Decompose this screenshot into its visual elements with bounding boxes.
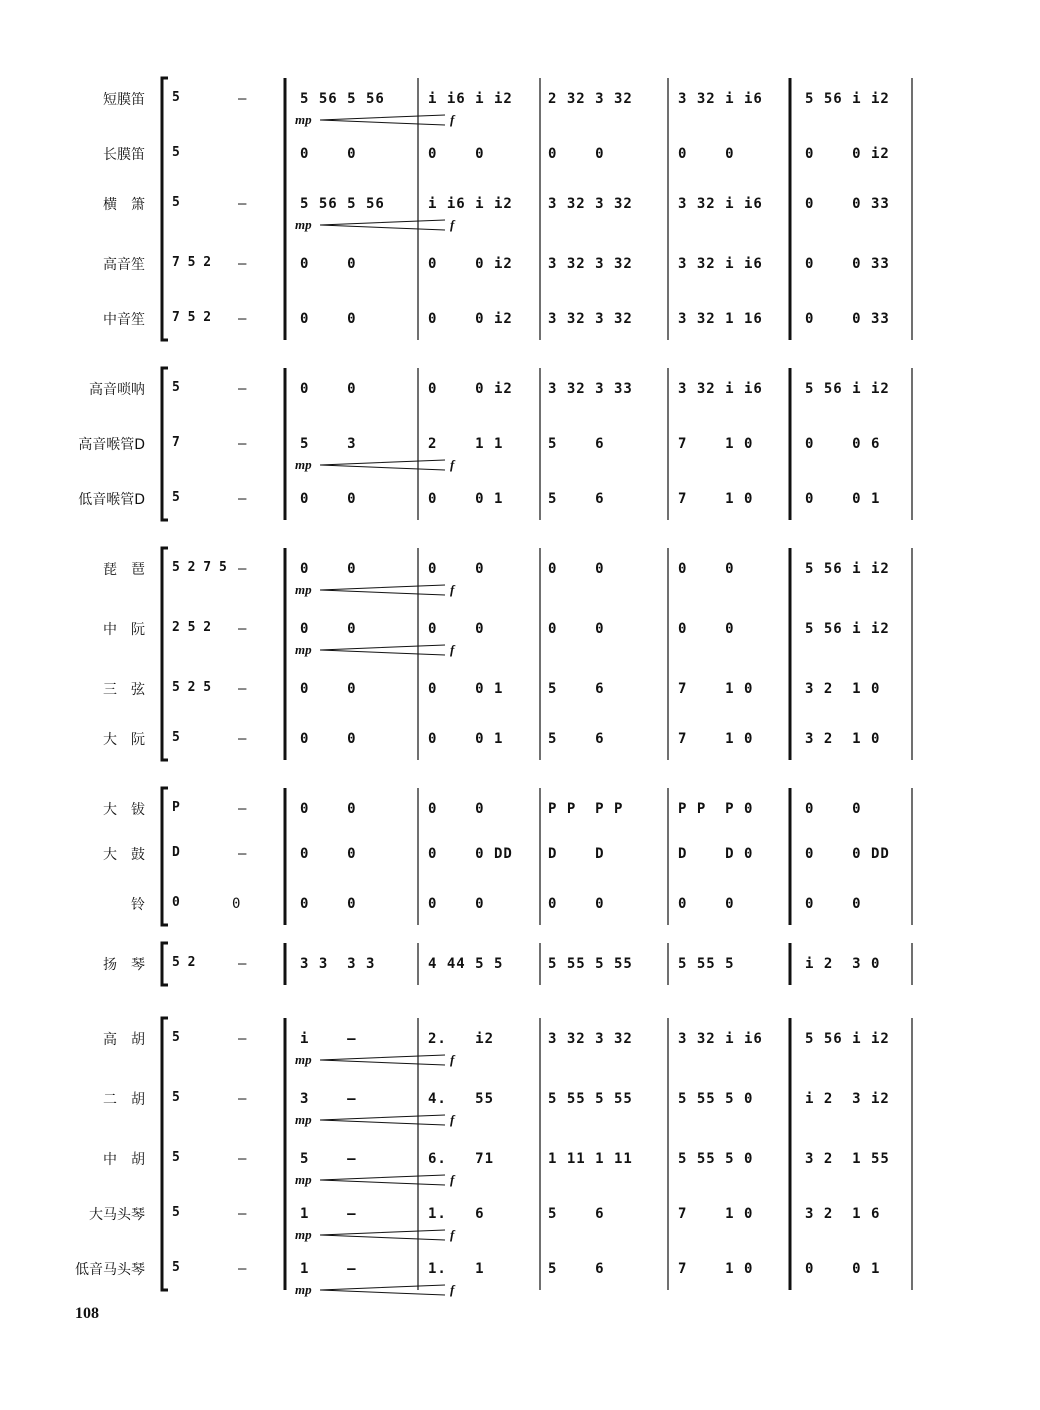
measure-notes: 7 1 0 bbox=[678, 491, 754, 507]
instrument-name: 三 弦 bbox=[103, 682, 145, 698]
measure-notes: 7 1 0 bbox=[678, 731, 754, 747]
measure-notes: 0 0 bbox=[428, 801, 485, 817]
opening-note: 5 bbox=[172, 1030, 180, 1045]
measure-notes: 4. 55 bbox=[428, 1091, 495, 1107]
measure-notes: 1 – bbox=[300, 1261, 357, 1277]
measure-notes: 7 1 0 bbox=[678, 1206, 754, 1222]
measure-notes: 5 6 bbox=[548, 436, 605, 452]
measure-notes: 5 55 5 55 bbox=[548, 956, 633, 972]
group-bracket bbox=[162, 1018, 168, 1290]
measure-notes: 5 6 bbox=[548, 491, 605, 507]
sustain-mark: – bbox=[238, 681, 247, 697]
dynamic-f: f bbox=[450, 457, 455, 472]
crescendo-hairpin bbox=[320, 460, 445, 470]
instrument-name: 高音唢呐 bbox=[89, 382, 145, 398]
measure-notes: 0 0 bbox=[300, 381, 357, 397]
dynamic-mp: mp bbox=[295, 1112, 312, 1127]
measure-notes: 3 32 3 32 bbox=[548, 256, 633, 272]
measure-notes: 5 6 bbox=[548, 731, 605, 747]
measure-notes: 3 2 1 0 bbox=[805, 681, 881, 697]
measure-notes: 2. i2 bbox=[428, 1031, 495, 1047]
dynamic-f: f bbox=[450, 1227, 455, 1242]
measure-notes: 0 0 33 bbox=[805, 196, 890, 212]
measure-notes: 5 56 i i2 bbox=[805, 381, 890, 397]
instrument-name: 铃 bbox=[131, 897, 145, 913]
measure-notes: 7 1 0 bbox=[678, 681, 754, 697]
measure-notes: 0 0 DD bbox=[805, 846, 890, 862]
sustain-mark: – bbox=[238, 196, 247, 212]
opening-note: 5 bbox=[172, 90, 180, 105]
measure-notes: 3 32 1 16 bbox=[678, 311, 763, 327]
measure-notes: 0 0 i2 bbox=[428, 311, 513, 327]
measure-notes: i i6 i i2 bbox=[428, 196, 513, 212]
sustain-mark: – bbox=[238, 1091, 247, 1107]
measure-notes: 1. 1 bbox=[428, 1261, 485, 1277]
measure-notes: 0 0 33 bbox=[805, 311, 890, 327]
measure-notes: 7 1 0 bbox=[678, 436, 754, 452]
sustain-mark: – bbox=[238, 846, 247, 862]
measure-notes: D D bbox=[548, 846, 605, 862]
sustain-mark: – bbox=[238, 311, 247, 327]
measure-notes: 0 0 bbox=[300, 846, 357, 862]
measure-notes: 0 0 bbox=[300, 256, 357, 272]
group-bracket bbox=[162, 368, 168, 520]
measure-notes: 5 3 bbox=[300, 436, 357, 452]
measure-notes: 5 56 i i2 bbox=[805, 621, 890, 637]
group-bracket bbox=[162, 943, 168, 985]
measure-notes: 0 0 1 bbox=[428, 491, 504, 507]
opening-note: 5 bbox=[172, 490, 180, 505]
measure-notes: 1. 6 bbox=[428, 1206, 485, 1222]
dynamic-f: f bbox=[450, 1112, 455, 1127]
measure-notes: D D 0 bbox=[678, 846, 754, 862]
measure-notes: 3 2 1 0 bbox=[805, 731, 881, 747]
measure-notes: 3 3 3 3 bbox=[300, 956, 376, 972]
measure-notes: 0 0 i2 bbox=[805, 146, 890, 162]
sustain-mark: – bbox=[238, 1261, 247, 1277]
measure-notes: 0 0 bbox=[548, 561, 605, 577]
crescendo-hairpin bbox=[320, 1055, 445, 1065]
opening-note: 5 bbox=[172, 380, 180, 395]
measure-notes: 3 – bbox=[300, 1091, 357, 1107]
dynamic-mp: mp bbox=[295, 457, 312, 472]
measure-notes: 0 0 bbox=[805, 801, 862, 817]
measure-notes: 2 32 3 32 bbox=[548, 91, 633, 107]
measure-notes: 5 55 5 55 bbox=[548, 1091, 633, 1107]
measure-notes: 0 0 1 bbox=[428, 731, 504, 747]
measure-notes: 0 0 bbox=[548, 146, 605, 162]
measure-notes: P P P 0 bbox=[678, 801, 754, 817]
measure-notes: 0 0 bbox=[300, 731, 357, 747]
opening-note: 5 2 bbox=[172, 955, 196, 970]
measure-notes: 0 0 bbox=[548, 621, 605, 637]
measure-notes: i – bbox=[300, 1031, 357, 1047]
measure-notes: 5 56 i i2 bbox=[805, 561, 890, 577]
measure-notes: 0 0 bbox=[300, 311, 357, 327]
crescendo-hairpin bbox=[320, 1230, 445, 1240]
measure-notes: 0 0 6 bbox=[805, 436, 881, 452]
group-bracket bbox=[162, 548, 168, 760]
measure-notes: 5 56 i i2 bbox=[805, 1031, 890, 1047]
measure-notes: 7 1 0 bbox=[678, 1261, 754, 1277]
page-number: 108 bbox=[75, 1305, 99, 1322]
measure-notes: 5 – bbox=[300, 1151, 357, 1167]
instrument-name: 大 鼓 bbox=[103, 847, 145, 863]
measure-notes: i 2 3 0 bbox=[805, 956, 881, 972]
group-bracket bbox=[162, 788, 168, 925]
measure-notes: 0 0 bbox=[300, 621, 357, 637]
opening-note: 7 bbox=[172, 435, 180, 450]
measure-notes: 0 0 i2 bbox=[428, 381, 513, 397]
measure-notes: 5 56 5 56 bbox=[300, 196, 385, 212]
measure-notes: 3 32 i i6 bbox=[678, 381, 763, 397]
sustain-mark: – bbox=[238, 621, 247, 637]
measure-notes: 0 0 bbox=[428, 621, 485, 637]
crescendo-hairpin bbox=[320, 585, 445, 595]
sustain-mark: 0 bbox=[232, 896, 241, 912]
measure-notes: 3 32 3 33 bbox=[548, 381, 633, 397]
instrument-name: 琵 琶 bbox=[103, 562, 145, 578]
instrument-name: 中 阮 bbox=[103, 622, 145, 638]
measure-notes: 0 0 1 bbox=[805, 491, 881, 507]
sustain-mark: – bbox=[238, 436, 247, 452]
instrument-name: 高音笙 bbox=[103, 257, 145, 273]
sustain-mark: – bbox=[238, 731, 247, 747]
measure-notes: 3 32 i i6 bbox=[678, 256, 763, 272]
crescendo-hairpin bbox=[320, 645, 445, 655]
measure-notes: 0 0 bbox=[678, 621, 735, 637]
measure-notes: 3 32 i i6 bbox=[678, 91, 763, 107]
measure-notes: 0 0 bbox=[678, 896, 735, 912]
measure-notes: 1 – bbox=[300, 1206, 357, 1222]
measure-notes: 0 0 bbox=[805, 896, 862, 912]
measure-notes: 3 2 1 6 bbox=[805, 1206, 881, 1222]
measure-notes: 5 6 bbox=[548, 1206, 605, 1222]
instrument-name: 低音喉管D bbox=[78, 492, 145, 508]
dynamic-f: f bbox=[450, 1052, 455, 1067]
sustain-mark: – bbox=[238, 256, 247, 272]
opening-note: 0 bbox=[172, 895, 180, 910]
measure-notes: 0 0 bbox=[300, 896, 357, 912]
measure-notes: 0 0 bbox=[300, 146, 357, 162]
crescendo-hairpin bbox=[320, 220, 445, 230]
measure-notes: 3 32 i i6 bbox=[678, 196, 763, 212]
instrument-name: 大 阮 bbox=[103, 732, 145, 748]
measure-notes: 0 0 bbox=[428, 561, 485, 577]
instrument-name: 大马头琴 bbox=[89, 1207, 145, 1223]
sustain-mark: – bbox=[238, 1206, 247, 1222]
measure-notes: 3 32 3 32 bbox=[548, 196, 633, 212]
opening-note: 7 5 2 bbox=[172, 255, 212, 270]
measure-notes: 5 56 5 56 bbox=[300, 91, 385, 107]
dynamic-f: f bbox=[450, 642, 455, 657]
sustain-mark: – bbox=[238, 1151, 247, 1167]
measure-notes: 5 55 5 0 bbox=[678, 1091, 754, 1107]
instrument-name: 高 胡 bbox=[103, 1032, 145, 1048]
measure-notes: 3 32 i i6 bbox=[678, 1031, 763, 1047]
dynamic-f: f bbox=[450, 112, 455, 127]
measure-notes: 0 0 33 bbox=[805, 256, 890, 272]
crescendo-hairpin bbox=[320, 1115, 445, 1125]
opening-note: 5 bbox=[172, 195, 180, 210]
measure-notes: 0 0 i2 bbox=[428, 256, 513, 272]
measure-notes: 0 0 1 bbox=[805, 1261, 881, 1277]
measure-notes: 3 32 3 32 bbox=[548, 1031, 633, 1047]
opening-note: 5 bbox=[172, 1260, 180, 1275]
sustain-mark: – bbox=[238, 956, 247, 972]
instrument-name: 中 胡 bbox=[103, 1152, 145, 1168]
measure-notes: 5 55 5 bbox=[678, 956, 735, 972]
measure-notes: 0 0 DD bbox=[428, 846, 513, 862]
dynamic-mp: mp bbox=[295, 1227, 312, 1242]
measure-notes: 0 0 bbox=[300, 491, 357, 507]
dynamic-mp: mp bbox=[295, 1282, 312, 1297]
dynamic-mp: mp bbox=[295, 112, 312, 127]
opening-note: 5 bbox=[172, 1090, 180, 1105]
measure-notes: 5 6 bbox=[548, 681, 605, 697]
measure-notes: 1 11 1 11 bbox=[548, 1151, 633, 1167]
dynamic-mp: mp bbox=[295, 642, 312, 657]
instrument-name: 中音笙 bbox=[103, 312, 145, 328]
crescendo-hairpin bbox=[320, 1175, 445, 1185]
instrument-name: 低音马头琴 bbox=[75, 1262, 145, 1278]
instrument-name: 横 箫 bbox=[103, 197, 145, 213]
instrument-name: 扬 琴 bbox=[103, 957, 145, 973]
opening-note: D bbox=[172, 845, 180, 860]
measure-notes: 0 0 bbox=[428, 146, 485, 162]
instrument-name: 大 钹 bbox=[103, 802, 145, 818]
instrument-name: 二 胡 bbox=[103, 1092, 145, 1108]
opening-note: 5 bbox=[172, 145, 180, 160]
dynamic-mp: mp bbox=[295, 1052, 312, 1067]
measure-notes: 4 44 5 5 bbox=[428, 956, 504, 972]
measure-notes: 0 0 bbox=[428, 896, 485, 912]
measure-notes: P P P P bbox=[548, 801, 624, 817]
opening-note: 5 2 7 5 bbox=[172, 560, 227, 575]
measure-notes: 2 1 1 bbox=[428, 436, 504, 452]
opening-note: 5 bbox=[172, 730, 180, 745]
measure-notes: 0 0 bbox=[300, 561, 357, 577]
measure-notes: i 2 3 i2 bbox=[805, 1091, 890, 1107]
measure-notes: 6. 71 bbox=[428, 1151, 495, 1167]
measure-notes: 5 56 i i2 bbox=[805, 91, 890, 107]
sustain-mark: – bbox=[238, 561, 247, 577]
dynamic-f: f bbox=[450, 582, 455, 597]
measure-notes: 0 0 bbox=[678, 146, 735, 162]
measure-notes: i i6 i i2 bbox=[428, 91, 513, 107]
sustain-mark: – bbox=[238, 801, 247, 817]
dynamic-f: f bbox=[450, 217, 455, 232]
opening-note: 5 2 5 bbox=[172, 680, 212, 695]
dynamic-f: f bbox=[450, 1172, 455, 1187]
sustain-mark: – bbox=[238, 491, 247, 507]
measure-notes: 0 0 bbox=[300, 681, 357, 697]
measure-notes: 5 55 5 0 bbox=[678, 1151, 754, 1167]
measure-notes: 0 0 bbox=[548, 896, 605, 912]
opening-note: 7 5 2 bbox=[172, 310, 212, 325]
opening-note: P bbox=[172, 800, 180, 815]
measure-notes: 3 2 1 55 bbox=[805, 1151, 890, 1167]
opening-note: 2 5 2 bbox=[172, 620, 212, 635]
opening-note: 5 bbox=[172, 1150, 180, 1165]
dynamic-f: f bbox=[450, 1282, 455, 1297]
instrument-name: 长膜笛 bbox=[103, 147, 145, 163]
dynamic-mp: mp bbox=[295, 217, 312, 232]
sustain-mark: – bbox=[238, 381, 247, 397]
measure-notes: 5 6 bbox=[548, 1261, 605, 1277]
sustain-mark: – bbox=[238, 91, 247, 107]
measure-notes: 0 0 1 bbox=[428, 681, 504, 697]
measure-notes: 3 32 3 32 bbox=[548, 311, 633, 327]
instrument-name: 高音喉管D bbox=[78, 437, 145, 453]
crescendo-hairpin bbox=[320, 115, 445, 125]
group-bracket bbox=[162, 78, 168, 340]
sustain-mark: – bbox=[238, 1031, 247, 1047]
measure-notes: 0 0 bbox=[300, 801, 357, 817]
measure-notes: 0 0 bbox=[678, 561, 735, 577]
dynamic-mp: mp bbox=[295, 582, 312, 597]
crescendo-hairpin bbox=[320, 1285, 445, 1295]
opening-note: 5 bbox=[172, 1205, 180, 1220]
dynamic-mp: mp bbox=[295, 1172, 312, 1187]
instrument-name: 短膜笛 bbox=[103, 92, 145, 108]
